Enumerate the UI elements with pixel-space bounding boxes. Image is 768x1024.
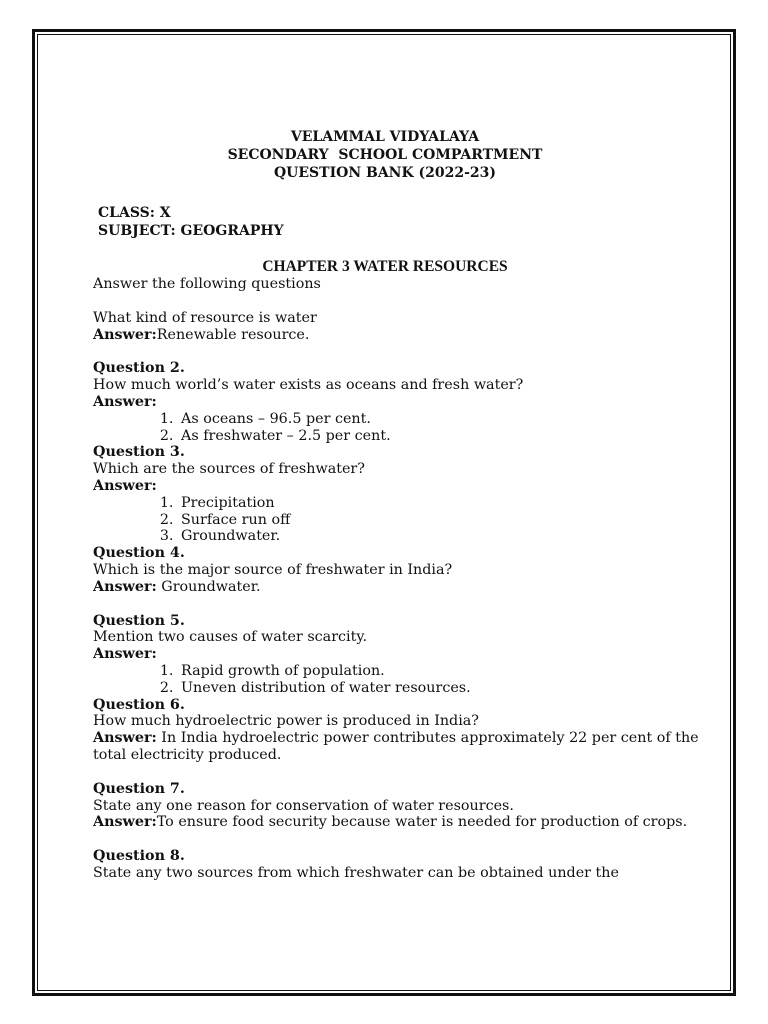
section-name: SECONDARY SCHOOL COMPARTMENT: [227, 147, 543, 163]
answer-text: Renewable resource.: [156, 326, 310, 343]
answer-text: Groundwater.: [156, 578, 261, 595]
answer-list: [93, 411, 713, 445]
answer-label: Answer:: [93, 393, 157, 410]
list-item: 1. Rapid growth of population.: [178, 663, 713, 680]
instruction-text: Answer the following questions: [93, 276, 321, 292]
question-label: Question 6.: [93, 696, 185, 713]
list-item: 3. Groundwater.: [178, 528, 713, 545]
answer-line: [93, 814, 713, 831]
subject-label: SUBJECT: GEOGRAPHY: [98, 223, 284, 239]
question-text: State any one reason for conservation of water resources.: [93, 797, 514, 814]
document-body: [93, 128, 713, 882]
question-3: [93, 444, 713, 545]
question-label: Question 3.: [93, 444, 185, 461]
school-name: VELAMMAL VIDYALAYA: [290, 129, 480, 145]
question-text: What kind of resource is water: [93, 309, 317, 326]
question-4: [93, 545, 713, 595]
answer-label: Answer:: [93, 646, 157, 663]
class-label: CLASS: X: [98, 205, 171, 221]
list-item: 2. Surface run off: [178, 512, 713, 529]
question-8: [93, 848, 713, 882]
question-label: Question 4.: [93, 545, 185, 562]
question-5: [93, 613, 713, 697]
question-text: State any two sources from which freshwater can be obtained under the: [93, 864, 619, 881]
question-2: [93, 360, 713, 444]
question-label: Question 8.: [93, 848, 185, 865]
answer-text: In India hydroelectric power contributes approximately 22 per cent of the total electricity produced.: [93, 730, 699, 763]
question-6: [93, 697, 713, 764]
answer-line: [93, 579, 713, 596]
question-text: How much world’s water exists as oceans and fresh water?: [93, 377, 524, 394]
question-bank-title: QUESTION BANK (2022-23): [273, 165, 497, 181]
answer-label: Answer:: [93, 326, 157, 343]
list-item: 2. As freshwater – 2.5 per cent.: [178, 428, 713, 445]
chapter-title: CHAPTER 3 WATER RESOURCES: [262, 258, 508, 275]
question-label: Question 5.: [93, 612, 185, 629]
question-text: Mention two causes of water scarcity.: [93, 629, 368, 646]
answer-line: [93, 327, 713, 344]
document-header: [93, 128, 677, 182]
question-text: Which are the sources of freshwater?: [93, 461, 365, 478]
answer-label: Answer:: [93, 814, 157, 831]
class-subject-block: [98, 204, 713, 240]
question-7: [93, 781, 713, 831]
list-item: 2. Uneven distribution of water resources.: [178, 680, 713, 697]
answer-list: [93, 495, 713, 545]
answer-label: Answer:: [93, 730, 157, 747]
question-text: Which is the major source of freshwater in India?: [93, 561, 453, 578]
answer-label: Answer:: [93, 477, 157, 494]
question-text: How much hydroelectric power is produced in India?: [93, 713, 479, 730]
list-item: 1. As oceans – 96.5 per cent.: [178, 411, 713, 428]
question-label: Question 7.: [93, 780, 185, 797]
list-item: 1. Precipitation: [178, 495, 713, 512]
question-label: Question 2.: [93, 360, 185, 377]
answer-line: [93, 730, 713, 764]
answer-list: [93, 663, 713, 697]
question-1: [93, 310, 713, 344]
answer-label: Answer:: [93, 578, 157, 595]
answer-text: To ensure food security because water is needed for production of crops.: [156, 814, 688, 831]
